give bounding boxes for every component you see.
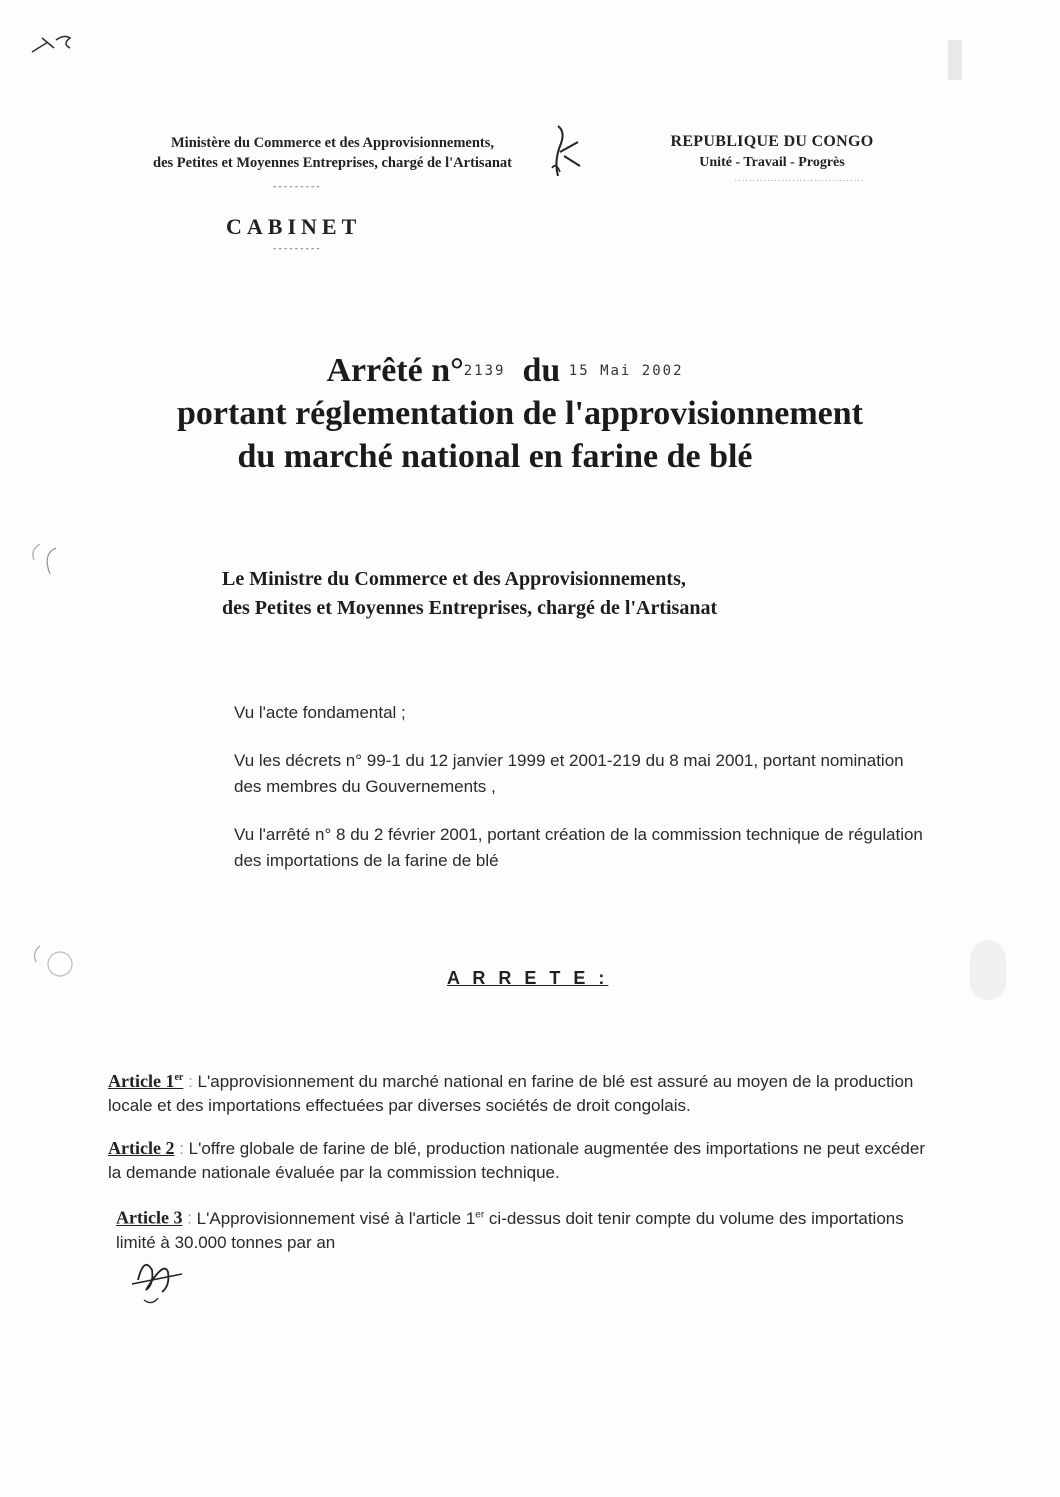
consideration-item: Vu l'arrêté n° 8 du 2 février 2001, portant création de la commission technique de régulation des importations de la farine de blé	[234, 825, 923, 870]
punch-hole-mark	[26, 540, 66, 580]
decree-date: 15 Mai 2002	[568, 363, 684, 379]
article-label: Article 3	[116, 1207, 183, 1228]
national-motto: Unité - Travail - Progrès	[699, 155, 845, 170]
punch-hole-mark	[28, 940, 78, 980]
scan-artifact	[948, 40, 962, 80]
handwritten-initials	[546, 122, 586, 182]
article-2	[108, 1136, 938, 1185]
decree-du: du	[522, 352, 561, 389]
decree-title-line-3: du marché national en farine de blé	[237, 438, 753, 475]
article-text: L'offre globale de farine de blé, production nationale augmentée des importations ne peut excéder la demande nationale évaluée par la commission technique.	[108, 1139, 925, 1182]
articles	[108, 1066, 938, 1273]
header-left-separator: ---------	[272, 182, 321, 192]
header-right-separator: ....................................	[734, 176, 865, 183]
article-separator: :	[179, 1139, 189, 1158]
minister-line-2: des Petites et Moyennes Entreprises, chargé de l'Artisanat	[222, 597, 718, 619]
article-label: Article 2	[108, 1138, 175, 1158]
corner-handwritten-mark	[26, 30, 76, 60]
scan-artifact	[970, 940, 1006, 1000]
minister-designation	[222, 565, 717, 623]
article-text: L'approvisionnement du marché national en farine de blé est assuré au moyen de la production locale et des importations effectuées par diverses sociétés de droit congolais.	[108, 1072, 914, 1115]
arrete-heading: A R R E T E :	[447, 968, 609, 988]
article-text: L'Approvisionnement visé à l'article 1er ci-dessus doit tenir compte du volume des importations limité à 30.000 tonnes par an	[116, 1208, 904, 1252]
decree-title-line-1	[30, 350, 980, 392]
cabinet-label: CABINET	[226, 214, 362, 239]
consideration-item: Vu l'acte fondamental ;	[234, 703, 406, 722]
decree-prefix: Arrêté n°	[326, 352, 464, 389]
republic-header	[652, 131, 892, 173]
decree-number: 2139	[463, 363, 506, 379]
article-separator: :	[187, 1208, 197, 1228]
article-1	[108, 1066, 938, 1118]
article-label: Article 1er	[108, 1071, 184, 1091]
ministry-line-2: des Petites et Moyennes Entreprises, chargé de l'Artisanat	[153, 155, 512, 171]
ministry-header	[100, 133, 565, 173]
country-name: REPUBLIQUE DU CONGO	[670, 133, 874, 150]
paraphe-signature	[124, 1250, 194, 1310]
article-separator: :	[188, 1072, 198, 1091]
considerations	[234, 700, 954, 896]
consideration-item: Vu les décrets n° 99-1 du 12 janvier 1999 et 2001-219 du 8 mai 2001, portant nomination des membres du Gouvernements ,	[234, 751, 904, 796]
decree-title-line-2: portant réglementation de l'approvisionnement	[177, 395, 863, 432]
decree-title	[100, 350, 980, 478]
cabinet-separator: ---------	[272, 244, 321, 254]
article-3	[108, 1203, 938, 1255]
minister-line-1: Le Ministre du Commerce et des Approvisionnements,	[222, 568, 686, 590]
ministry-line-1: Ministère du Commerce et des Approvisionnements,	[170, 135, 494, 151]
